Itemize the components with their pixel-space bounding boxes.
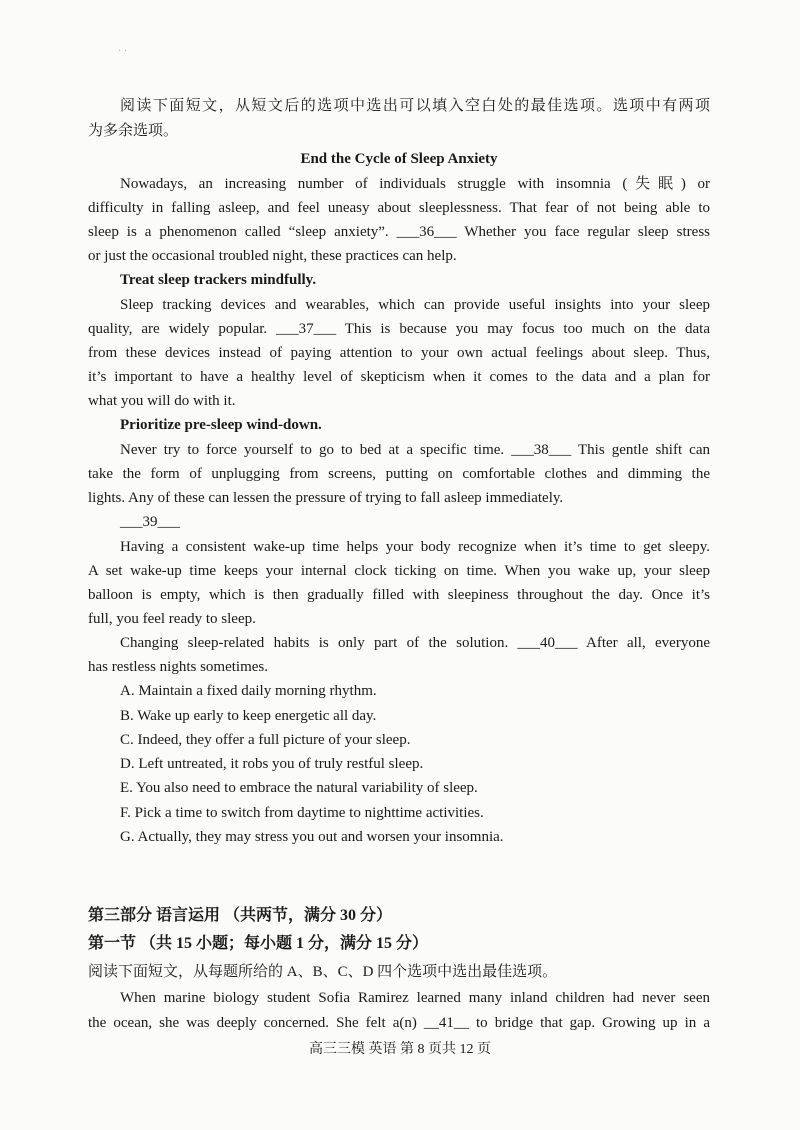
paragraph-2-line: Sleep tracking devices and wearables, which can provide useful insights into your sleep — [120, 297, 710, 313]
blank-39: ___39___ — [120, 514, 180, 530]
paragraph-5-line: has restless nights sometimes. — [88, 659, 268, 675]
paragraph-1-line: difficulty in falling asleep, and feel uneasy about sleeplessness. That fear of not being able to — [88, 200, 710, 216]
paragraph-4-line: A set wake-up time keeps your internal clock ticking on time. When you wake up, your sleep — [88, 563, 710, 579]
instructions-line-1: 阅读下面短文，从短文后的选项中选出可以填入空白处的最佳选项。选项中有两项 — [120, 98, 710, 114]
part-3-paragraph-line: the ocean, she was deeply concerned. She felt a(n) __41__ to bridge that gap. Growing up in a — [88, 1015, 710, 1031]
paragraph-1-line: or just the occasional troubled night, these practices can help. — [88, 248, 457, 264]
option-c: C. Indeed, they offer a full picture of your sleep. — [120, 732, 411, 748]
option-g: G. Actually, they may stress you out and worsen your insomnia. — [120, 829, 504, 845]
option-e: E. You also need to embrace the natural variability of sleep. — [120, 780, 478, 796]
paragraph-3-line: lights. Any of these can lessen the pressure of trying to fall asleep immediately. — [88, 490, 564, 506]
option-d: D. Left untreated, it robs you of truly restful sleep. — [120, 756, 424, 772]
section-heading-trackers: Treat sleep trackers mindfully. — [120, 272, 317, 288]
paragraph-2-line: quality, are widely popular. ___37___ This is because you may focus too much on the data — [88, 321, 710, 337]
paragraph-1-line: Nowadays, an increasing number of individuals struggle with insomnia (失眠) or — [120, 176, 710, 192]
paragraph-5-line: Changing sleep-related habits is only part of the solution. ___40___ After all, everyone — [120, 635, 710, 651]
paragraph-4-line: Having a consistent wake-up time helps your body recognize when it’s time to get sleepy. — [120, 539, 710, 555]
paragraph-3-line: take the form of unplugging from screens, putting on comfortable clothes and dimming the — [88, 466, 710, 482]
paragraph-3-line: Never try to force yourself to go to bed at a specific time. ___38___ This gentle shift can — [120, 442, 710, 458]
paragraph-2-line: what you will do with it. — [88, 393, 236, 409]
part-3-heading: 第三部分 语言运用 （共两节，满分 30 分） — [88, 907, 393, 924]
article-title: End the Cycle of Sleep Anxiety — [300, 151, 498, 167]
part-3-instructions: 阅读下面短文，从每题所给的 A、B、C、D 四个选项中选出最佳选项。 — [88, 964, 558, 980]
option-b: B. Wake up early to keep energetic all day. — [120, 708, 377, 724]
section-1-heading: 第一节 （共 15 小题；每小题 1 分，满分 15 分） — [88, 935, 429, 952]
paragraph-2-line: it’s important to have a healthy level of skepticism when it comes to the data and a plan for — [88, 369, 710, 385]
option-a: A. Maintain a fixed daily morning rhythm. — [120, 683, 377, 699]
scan-mark: · · — [118, 46, 128, 57]
instructions-line-2: 为多余选项。 — [88, 123, 179, 139]
paragraph-4-line: full, you feel ready to sleep. — [88, 611, 256, 627]
page-footer: 高三三模 英语 第 8 页共 12 页 — [309, 1042, 491, 1057]
paragraph-1-line: sleep is a phenomenon called “sleep anxiety”. ___36___ Whether you face regular sleep stress — [88, 224, 710, 240]
paragraph-2-line: from these devices instead of paying attention to your own actual feelings about sleep. Thus, — [88, 345, 710, 361]
part-3-paragraph-line: When marine biology student Sofia Ramirez learned many inland children had never seen — [120, 990, 710, 1006]
paragraph-4-line: balloon is empty, which is then gradually filled with sleepiness throughout the day. Once it’s — [88, 587, 710, 603]
section-heading-wind-down: Prioritize pre-sleep wind-down. — [120, 417, 322, 433]
option-f: F. Pick a time to switch from daytime to nighttime activities. — [120, 805, 484, 821]
